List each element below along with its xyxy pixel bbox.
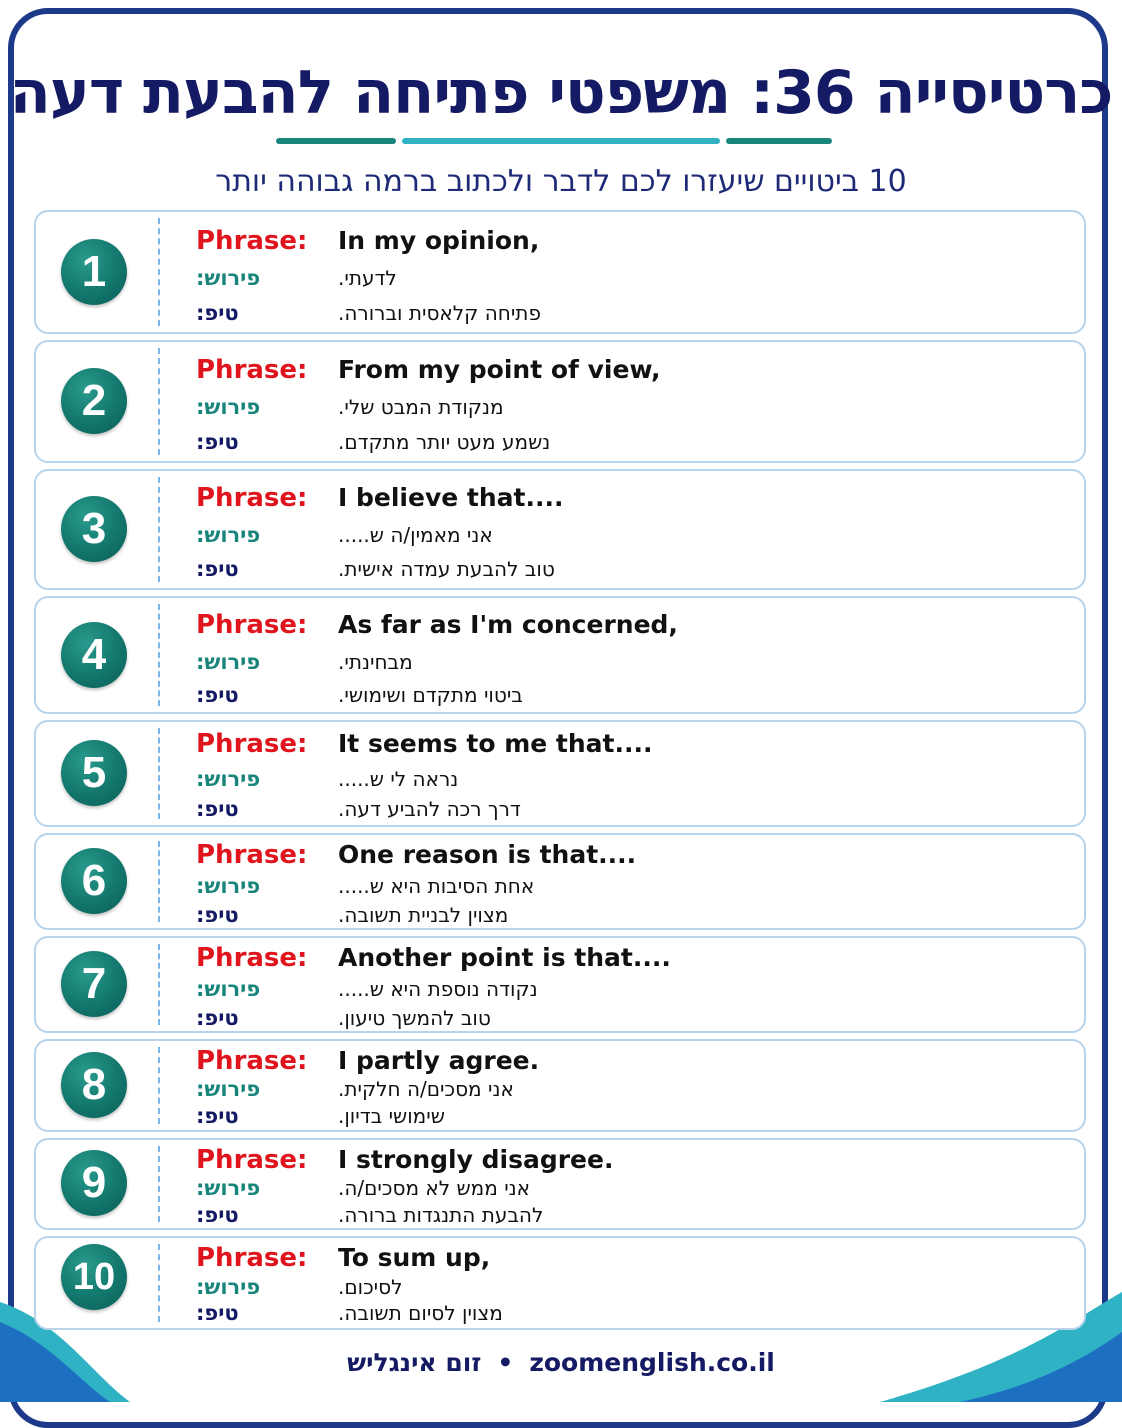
translation-label: פירוש: xyxy=(196,523,261,547)
phrase-text: I strongly disagree. xyxy=(338,1145,614,1174)
translation-text: נראה לי ש..... xyxy=(338,767,459,791)
tip-text: טוב להמשך טיעון. xyxy=(338,1006,491,1030)
phrase-label: Phrase: xyxy=(196,1046,308,1076)
phrase-card xyxy=(34,469,1086,590)
translation-label: פירוש: xyxy=(196,1077,261,1101)
phrase-text: In my opinion, xyxy=(338,226,540,255)
tip-text: דרך רכה להביע דעה. xyxy=(338,797,521,821)
phrase-card xyxy=(34,1039,1086,1132)
translation-text: נקודה נוספת היא ש..... xyxy=(338,977,538,1001)
website-link[interactable]: zoomenglish.co.il xyxy=(529,1348,775,1377)
number-badge: 1 xyxy=(61,239,127,305)
number-badge: 5 xyxy=(61,740,127,806)
number-badge: 6 xyxy=(61,848,127,914)
phrase-card xyxy=(34,340,1086,463)
tip-label: טיפ: xyxy=(196,903,239,927)
tip-label: טיפ: xyxy=(196,683,239,707)
number-badge: 7 xyxy=(61,951,127,1017)
translation-label: פירוש: xyxy=(196,266,261,290)
translation-text: אני מסכים/ה חלקית. xyxy=(338,1077,514,1101)
tip-label: טיפ: xyxy=(196,1006,239,1030)
translation-label: פירוש: xyxy=(196,395,261,419)
translation-text: לדעתי. xyxy=(338,266,397,290)
brand-name: זום אינגליש xyxy=(347,1348,482,1377)
tip-text: מצוין לסיום תשובה. xyxy=(338,1301,503,1325)
tip-text: להבעת התנגדות ברורה. xyxy=(338,1203,544,1227)
tip-label: טיפ: xyxy=(196,797,239,821)
tip-text: מצוין לבניית תשובה. xyxy=(338,903,509,927)
title-underline-center xyxy=(402,138,720,144)
card-divider xyxy=(158,477,160,582)
phrase-card xyxy=(34,210,1086,334)
tip-text: טוב להבעת עמדה אישית. xyxy=(338,557,555,581)
card-divider xyxy=(158,944,160,1025)
phrase-label: Phrase: xyxy=(196,729,308,759)
number-badge: 10 xyxy=(61,1244,127,1310)
number-badge: 9 xyxy=(61,1150,127,1216)
phrase-text: One reason is that.... xyxy=(338,840,637,869)
translation-label: פירוש: xyxy=(196,650,261,674)
tip-label: טיפ: xyxy=(196,1203,239,1227)
card-divider xyxy=(158,348,160,455)
translation-label: פירוש: xyxy=(196,874,261,898)
phrase-text: I believe that.... xyxy=(338,483,564,512)
translation-text: אני ממש לא מסכים/ה. xyxy=(338,1176,531,1200)
tip-label: טיפ: xyxy=(196,301,239,325)
number-badge: 3 xyxy=(61,496,127,562)
card-divider xyxy=(158,218,160,326)
card-divider xyxy=(158,1244,160,1322)
tip-text: פתיחה קלאסית וברורה. xyxy=(338,301,541,325)
phrase-label: Phrase: xyxy=(196,226,308,256)
phrase-card xyxy=(34,936,1086,1033)
tip-label: טיפ: xyxy=(196,430,239,454)
tip-text: שימושי בדיון. xyxy=(338,1104,445,1128)
translation-text: מנקודת המבט שלי. xyxy=(338,395,504,419)
tip-label: טיפ: xyxy=(196,557,239,581)
phrase-label: Phrase: xyxy=(196,483,308,513)
number-badge: 4 xyxy=(61,622,127,688)
phrase-card xyxy=(34,1236,1086,1330)
card-divider xyxy=(158,728,160,819)
translation-text: מבחינתי. xyxy=(338,650,413,674)
phrase-text: Another point is that.... xyxy=(338,943,671,972)
phrase-text: I partly agree. xyxy=(338,1046,540,1075)
phrase-label: Phrase: xyxy=(196,840,308,870)
phrase-card xyxy=(34,720,1086,827)
card-divider xyxy=(158,604,160,706)
tip-label: טיפ: xyxy=(196,1301,239,1325)
phrase-label: Phrase: xyxy=(196,1145,308,1175)
page-subtitle: 10 ביטויים שיעזרו לכם לדבר ולכתוב ברמה גבוהה יותר xyxy=(215,164,907,199)
phrase-text: From my point of view, xyxy=(338,355,661,384)
title-underline-right xyxy=(726,138,832,144)
translation-text: אני מאמין/ה ש..... xyxy=(338,523,493,547)
translation-label: פירוש: xyxy=(196,1176,261,1200)
phrase-text: It seems to me that.... xyxy=(338,729,653,758)
footer xyxy=(0,1343,1122,1383)
card-divider xyxy=(158,1146,160,1222)
translation-label: פירוש: xyxy=(196,1275,261,1299)
tip-text: ביטוי מתקדם ושימושי. xyxy=(338,683,523,707)
card-divider xyxy=(158,841,160,922)
translation-label: פירוש: xyxy=(196,767,261,791)
translation-text: אחת הסיבות היא ש..... xyxy=(338,874,535,898)
phrase-label: Phrase: xyxy=(196,610,308,640)
phrase-card xyxy=(34,596,1086,714)
phrase-label: Phrase: xyxy=(196,355,308,385)
card-divider xyxy=(158,1047,160,1124)
page-title: כרטיסייה 36: משפטי פתיחה להבעת דעה xyxy=(9,58,1113,128)
translation-label: פירוש: xyxy=(196,977,261,1001)
phrase-card xyxy=(34,833,1086,930)
translation-text: לסיכום. xyxy=(338,1275,403,1299)
tip-text: נשמע מעט יותר מתקדם. xyxy=(338,430,551,454)
number-badge: 8 xyxy=(61,1052,127,1118)
title-underline-left xyxy=(276,138,396,144)
phrase-label: Phrase: xyxy=(196,943,308,973)
separator-dot: • xyxy=(497,1348,514,1377)
number-badge: 2 xyxy=(61,368,127,434)
phrase-text: As far as I'm concerned, xyxy=(338,610,678,639)
phrase-label: Phrase: xyxy=(196,1243,308,1273)
tip-label: טיפ: xyxy=(196,1104,239,1128)
phrase-card xyxy=(34,1138,1086,1230)
phrase-text: To sum up, xyxy=(338,1243,491,1272)
